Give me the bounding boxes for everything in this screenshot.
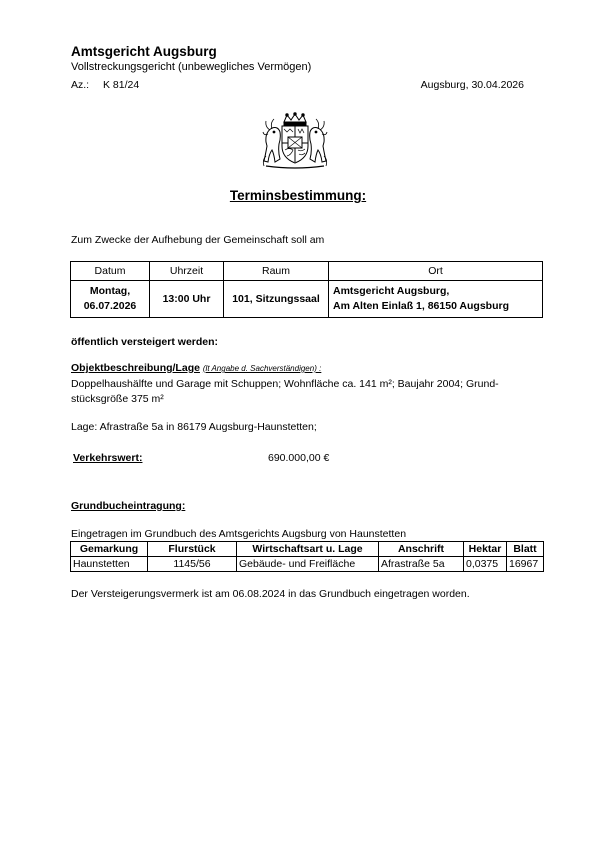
- header-blatt: Blatt: [507, 542, 544, 557]
- header-datum: Datum: [71, 262, 150, 281]
- cell-hektar: 0,0375: [464, 557, 507, 572]
- case-number: K 81/24: [103, 79, 140, 91]
- appointment-row: [71, 281, 543, 318]
- market-value-label: Verkehrswert:: [73, 452, 143, 464]
- court-subtitle: Vollstreckungsgericht (unbewegliches Vermögen): [71, 61, 312, 73]
- object-description-heading: [71, 362, 321, 374]
- datum-weekday: Montag,: [89, 285, 131, 297]
- object-heading-main: Objektbeschreibung/Lage: [71, 362, 200, 374]
- object-description-line1: Doppelhaushälfte und Garage mit Schuppen; Wohnfläche ca. 141 m²; Baujahr 2004; Grund-: [71, 378, 499, 390]
- header-gemarkung: Gemarkung: [71, 542, 148, 557]
- header-wirtschaftsart: Wirtschaftsart u. Lage: [237, 542, 379, 557]
- datum-date: 06.07.2026: [83, 300, 137, 312]
- object-description: [71, 377, 531, 407]
- document-title: Terminsbestimmung:: [229, 188, 367, 203]
- auction-statement: öffentlich versteigert werden:: [71, 336, 219, 348]
- object-description-line2: stücksgröße 375 m²: [71, 393, 164, 405]
- cell-gemarkung: Haunstetten: [71, 557, 148, 572]
- case-number-label: Az.:: [71, 79, 90, 91]
- header-anschrift: Anschrift: [379, 542, 464, 557]
- header-ort: Ort: [329, 262, 543, 281]
- header-hektar: Hektar: [464, 542, 507, 557]
- ort-line2: Am Alten Einlaß 1, 86150 Augsburg: [333, 300, 510, 312]
- ort-line1: Amtsgericht Augsburg,: [333, 285, 450, 297]
- cell-uhrzeit: 13:00 Uhr: [150, 281, 224, 318]
- appointment-table: [70, 261, 543, 318]
- market-value: 690.000,00 €: [268, 452, 330, 464]
- land-register-table: [70, 541, 544, 572]
- table-row: [71, 557, 544, 572]
- appointment-table-header: [71, 262, 543, 281]
- cell-raum: 101, Sitzungssaal: [224, 281, 329, 318]
- cell-datum: [71, 281, 150, 318]
- cell-ort: [329, 281, 543, 318]
- header-flurstueck: Flurstück: [148, 542, 237, 557]
- land-register-header: [71, 542, 544, 557]
- object-heading-note: (lt Angabe d. Sachverständigen) :: [202, 364, 322, 373]
- registration-note: Der Versteigerungsvermerk ist am 06.08.2024 in das Grundbuch eingetragen worden.: [71, 588, 470, 600]
- coat-of-arms-icon: [262, 112, 328, 170]
- intro-text: Zum Zwecke der Aufhebung der Gemeinschaft soll am: [71, 234, 325, 246]
- cell-blatt: 16967: [507, 557, 544, 572]
- place-date: Augsburg, 30.04.2026: [420, 79, 524, 91]
- cell-anschrift: Afrastraße 5a: [379, 557, 464, 572]
- cell-wirtschaftsart: Gebäude- und Freifläche: [237, 557, 379, 572]
- land-register-intro: Eingetragen im Grundbuch des Amtsgerichts Augsburg von Haunstetten: [71, 528, 407, 540]
- land-register-heading: Grundbucheintragung:: [71, 500, 186, 512]
- cell-flurstueck: 1145/56: [148, 557, 237, 572]
- court-name: Amtsgericht Augsburg: [71, 44, 217, 59]
- header-raum: Raum: [224, 262, 329, 281]
- header-uhrzeit: Uhrzeit: [150, 262, 224, 281]
- object-location: Lage: Afrastraße 5a in 86179 Augsburg-Haunstetten;: [71, 421, 317, 433]
